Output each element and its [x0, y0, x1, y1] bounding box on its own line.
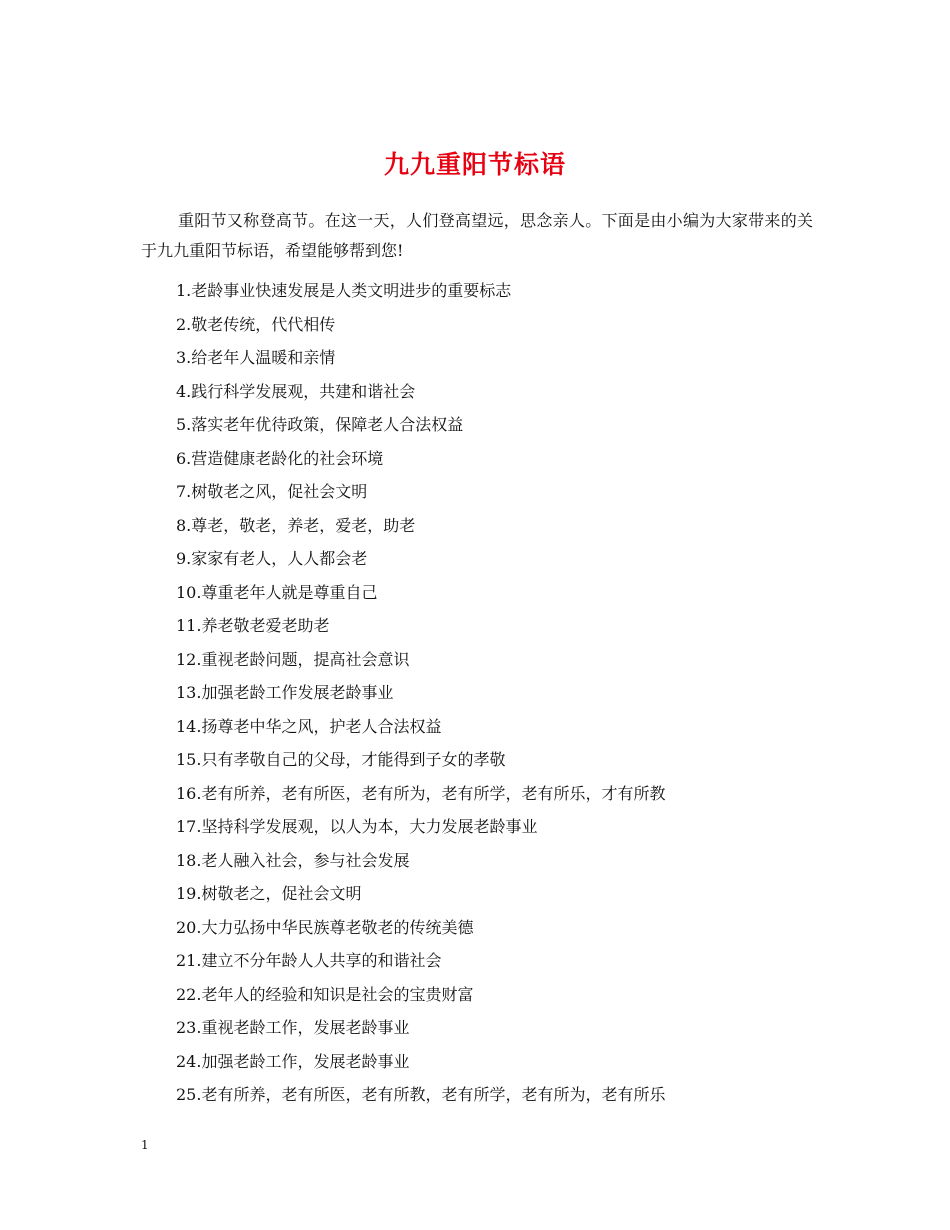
document-title: 九九重阳节标语 — [383, 149, 566, 179]
list-item: 21.建立不分年龄人人共享的和谐社会 — [176, 951, 442, 970]
list-item: 18.老人融入社会，参与社会发展 — [176, 850, 410, 870]
list-item: 3.给老年人温暖和亲情 — [176, 348, 336, 367]
intro-paragraph: 重阳节又称登高节。在这一天，人们登高望远，思念亲人。下面是由小编为大家带来的关于九九重阳节标语，希望能够帮到您! — [141, 211, 813, 260]
list-item: 7.树敬老之风，促社会文明 — [176, 482, 368, 501]
list-item: 6.营造健康老龄化的社会环境 — [176, 448, 384, 468]
list-item: 24.加强老龄工作，发展老龄事业 — [176, 1051, 410, 1071]
slogan-list — [176, 276, 816, 1114]
list-item: 16.老有所养，老有所医，老有所为，老有所学，老有所乐，才有所教 — [176, 783, 666, 803]
list-item: 12.重视老龄问题，提高社会意识 — [176, 649, 410, 669]
list-item: 10.尊重老年人就是尊重自己 — [176, 582, 378, 602]
page-number: 1 — [141, 1138, 149, 1152]
list-item: 20.大力弘扬中华民族尊老敬老的传统美德 — [176, 917, 474, 937]
list-item: 13.加强老龄工作发展老龄事业 — [176, 683, 394, 702]
list-item: 23.重视老龄工作，发展老龄事业 — [176, 1018, 410, 1037]
list-item: 2.敬老传统，代代相传 — [176, 314, 336, 334]
list-item: 4.践行科学发展观，共建和谐社会 — [176, 381, 416, 401]
list-item: 8.尊老，敬老，养老，爱老，助老 — [176, 515, 416, 535]
list-item: 14.扬尊老中华之风，护老人合法权益 — [176, 716, 442, 736]
list-item: 5.落实老年优待政策，保障老人合法权益 — [176, 415, 464, 434]
list-item: 1.老龄事业快速发展是人类文明进步的重要标志 — [176, 281, 512, 300]
list-item: 15.只有孝敬自己的父母，才能得到子女的孝敬 — [176, 750, 506, 769]
list-item: 9.家家有老人，人人都会老 — [176, 549, 368, 568]
list-item: 17.坚持科学发展观，以人为本，大力发展老龄事业 — [176, 817, 538, 836]
list-item: 19.树敬老之，促社会文明 — [176, 884, 362, 903]
list-item: 25.老有所养，老有所医，老有所教，老有所学，老有所为，老有所乐 — [176, 1085, 666, 1104]
list-item: 22.老年人的经验和知识是社会的宝贵财富 — [176, 984, 474, 1004]
list-item: 11.养老敬老爱老助老 — [176, 616, 330, 635]
